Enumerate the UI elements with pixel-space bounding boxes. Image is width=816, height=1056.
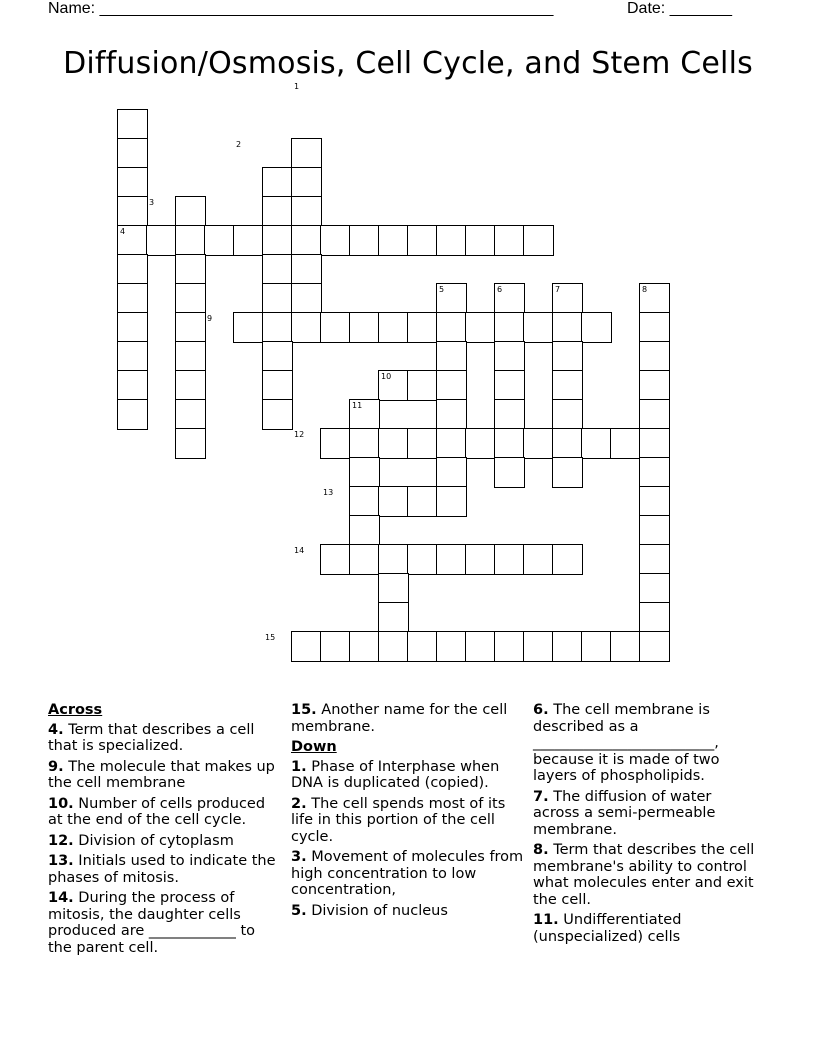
crossword-cell[interactable]: [320, 312, 351, 343]
down-clue-7: 7. The diffusion of water across a semi-permeable membrane.: [533, 788, 716, 838]
crossword-cell[interactable]: [465, 631, 496, 662]
clue-number-2: 2: [236, 140, 242, 149]
crossword-cell[interactable]: [552, 457, 583, 488]
crossword-cell[interactable]: [117, 399, 148, 430]
crossword-cell[interactable]: [378, 312, 409, 343]
crossword-cell[interactable]: [523, 631, 554, 662]
crossword-cell[interactable]: [494, 399, 525, 430]
crossword-cell[interactable]: [552, 428, 583, 459]
crossword-cell[interactable]: [291, 138, 322, 169]
crossword-cell[interactable]: [175, 399, 206, 430]
crossword-cell[interactable]: [581, 428, 612, 459]
crossword-cell[interactable]: [378, 225, 409, 256]
clue-number-14: 14: [294, 546, 305, 555]
crossword-cell[interactable]: [610, 428, 641, 459]
crossword-cell[interactable]: [494, 225, 525, 256]
crossword-cell[interactable]: [117, 109, 148, 140]
crossword-cell[interactable]: [175, 312, 206, 343]
crossword-cell[interactable]: [465, 544, 496, 575]
across-clue-4: 4. Term that describes a cell that is specialized.: [48, 721, 255, 754]
crossword-cell[interactable]: [552, 544, 583, 575]
crossword-cell[interactable]: [233, 312, 264, 343]
down-clue-5: 5. Division of nucleus: [291, 902, 448, 919]
crossword-cell[interactable]: [494, 341, 525, 372]
crossword-cell[interactable]: [117, 167, 148, 198]
clue-number-15: 15: [265, 633, 276, 642]
across-clue-15: 15. Another name for the cell membrane.: [291, 702, 508, 735]
crossword-cell[interactable]: [117, 341, 148, 372]
crossword-cell[interactable]: [175, 370, 206, 401]
crossword-cell[interactable]: [175, 341, 206, 372]
crossword-cell[interactable]: [407, 486, 438, 517]
crossword-cell[interactable]: [291, 196, 322, 227]
across-clue-10: 10. Number of cells produced at the end of the cell cycle.: [48, 795, 266, 828]
down-clue-11: 11. Undifferentiated (unspecialized) cells: [533, 912, 682, 945]
crossword-cell[interactable]: [407, 428, 438, 459]
crossword-cell[interactable]: [117, 312, 148, 343]
crossword-cell[interactable]: [378, 428, 409, 459]
crossword-cell[interactable]: [262, 196, 293, 227]
crossword-cell[interactable]: [523, 312, 554, 343]
crossword-cell[interactable]: [552, 312, 583, 343]
crossword-cell[interactable]: [639, 544, 670, 575]
down-clue-1: 1. Phase of Interphase when DNA is duplicated (copied).: [291, 758, 500, 791]
clue-number-11: 11: [352, 401, 363, 410]
crossword-cell[interactable]: [175, 428, 206, 459]
crossword-cell[interactable]: [204, 225, 235, 256]
crossword-cell[interactable]: [552, 370, 583, 401]
crossword-cell[interactable]: [639, 602, 670, 633]
crossword-cell[interactable]: [436, 225, 467, 256]
crossword-cell[interactable]: [349, 225, 380, 256]
clue-number-1: 1: [294, 82, 300, 91]
crossword-cell[interactable]: [117, 196, 148, 227]
crossword-cell[interactable]: [639, 457, 670, 488]
clue-number-6: 6: [497, 285, 503, 294]
date-field-label: Date: _______: [627, 0, 732, 17]
across-clue-14: 14. During the process of mitosis, the daughter cells produced are ____________ to the parent cell.: [48, 890, 256, 956]
crossword-cell[interactable]: [291, 283, 322, 314]
clue-number-12: 12: [294, 430, 305, 439]
clue-number-4: 4: [120, 227, 126, 236]
across-heading: Across: [48, 702, 103, 718]
crossword-cell[interactable]: [320, 631, 351, 662]
crossword-cell[interactable]: [349, 544, 380, 575]
crossword-cell[interactable]: [639, 428, 670, 459]
crossword-cell[interactable]: [349, 631, 380, 662]
crossword-cell[interactable]: [552, 341, 583, 372]
crossword-cell[interactable]: [175, 225, 206, 256]
crossword-cell[interactable]: [436, 486, 467, 517]
crossword-cell[interactable]: [291, 312, 322, 343]
crossword-cell[interactable]: [639, 486, 670, 517]
crossword-cell[interactable]: [291, 225, 322, 256]
crossword-cell[interactable]: [465, 428, 496, 459]
down-heading: Down: [291, 739, 337, 755]
crossword-cell[interactable]: [639, 370, 670, 401]
crossword-cell[interactable]: [552, 399, 583, 430]
crossword-cell[interactable]: [436, 457, 467, 488]
crossword-cell[interactable]: [407, 370, 438, 401]
crossword-cell[interactable]: [407, 225, 438, 256]
crossword-cell[interactable]: [436, 399, 467, 430]
crossword-cell[interactable]: [175, 283, 206, 314]
crossword-cell[interactable]: [262, 167, 293, 198]
crossword-cell[interactable]: [407, 544, 438, 575]
down-clue-3: 3. Movement of molecules from high concentration to low concentration,: [291, 849, 524, 898]
crossword-cell[interactable]: [262, 399, 293, 430]
crossword-cell[interactable]: [436, 631, 467, 662]
crossword-cell[interactable]: [494, 544, 525, 575]
crossword-cell[interactable]: [378, 631, 409, 662]
crossword-cell[interactable]: [523, 225, 554, 256]
crossword-cell[interactable]: [175, 196, 206, 227]
crossword-cell[interactable]: [639, 399, 670, 430]
crossword-cell[interactable]: [436, 544, 467, 575]
crossword-cell[interactable]: [378, 573, 409, 604]
crossword-cell[interactable]: [320, 428, 351, 459]
crossword-cell[interactable]: [262, 283, 293, 314]
crossword-cell[interactable]: [436, 341, 467, 372]
crossword-cell[interactable]: [407, 312, 438, 343]
crossword-cell[interactable]: [117, 283, 148, 314]
crossword-cell[interactable]: [639, 631, 670, 662]
crossword-cell[interactable]: [175, 254, 206, 285]
down-clue-8: 8. Term that describes the cell membrane's ability to control what molecules enter and exit the cell.: [533, 842, 755, 908]
clue-column-3: [533, 702, 761, 949]
down-clue-6: 6. The cell membrane is described as a _________________________, because it is made of two layers of phospholipids.: [533, 702, 720, 784]
crossword-cell[interactable]: [233, 225, 264, 256]
crossword-cell[interactable]: [117, 138, 148, 169]
crossword-cell[interactable]: [262, 254, 293, 285]
crossword-cell[interactable]: [436, 370, 467, 401]
crossword-cell[interactable]: [262, 341, 293, 372]
crossword-cell[interactable]: [494, 457, 525, 488]
crossword-cell[interactable]: [349, 486, 380, 517]
crossword-cell[interactable]: [349, 515, 380, 546]
crossword-cell[interactable]: [262, 225, 293, 256]
crossword-cell[interactable]: [262, 312, 293, 343]
crossword-cell[interactable]: [465, 312, 496, 343]
crossword-cell[interactable]: [436, 312, 467, 343]
crossword-cell[interactable]: [494, 428, 525, 459]
crossword-cell[interactable]: [378, 544, 409, 575]
crossword-cell[interactable]: [494, 370, 525, 401]
crossword-cell[interactable]: [146, 225, 177, 256]
crossword-cell[interactable]: [320, 544, 351, 575]
clue-column-2: [291, 702, 526, 923]
crossword-cell[interactable]: [349, 457, 380, 488]
crossword-cell[interactable]: [523, 428, 554, 459]
crossword-cell[interactable]: [523, 544, 554, 575]
clue-number-10: 10: [381, 372, 392, 381]
crossword-cell[interactable]: [262, 370, 293, 401]
crossword-cell[interactable]: [320, 225, 351, 256]
crossword-cell[interactable]: [291, 254, 322, 285]
clue-number-8: 8: [642, 285, 648, 294]
page-title: Diffusion/Osmosis, Cell Cycle, and Stem Cells: [63, 46, 753, 81]
crossword-cell[interactable]: [494, 312, 525, 343]
clue-number-13: 13: [323, 488, 334, 497]
crossword-cell[interactable]: [117, 254, 148, 285]
across-clue-12: 12. Division of cytoplasm: [48, 832, 234, 849]
crossword-cell[interactable]: [581, 312, 612, 343]
crossword-cell[interactable]: [465, 225, 496, 256]
clue-number-3: 3: [149, 198, 155, 207]
crossword-cell[interactable]: [639, 573, 670, 604]
across-clue-9: 9. The molecule that makes up the cell membrane: [48, 758, 275, 791]
crossword-cell[interactable]: [407, 631, 438, 662]
crossword-cell[interactable]: [581, 631, 612, 662]
crossword-cell[interactable]: [349, 428, 380, 459]
crossword-cell[interactable]: [378, 602, 409, 633]
clue-number-7: 7: [555, 285, 561, 294]
crossword-cell[interactable]: [291, 631, 322, 662]
crossword-cell[interactable]: [552, 631, 583, 662]
crossword-cell[interactable]: [639, 515, 670, 546]
crossword-cell[interactable]: [436, 428, 467, 459]
across-clue-13: 13. Initials used to indicate the phases of mitosis.: [48, 853, 276, 886]
clue-number-9: 9: [207, 314, 213, 323]
clue-number-5: 5: [439, 285, 445, 294]
clue-column-1: [48, 702, 280, 960]
crossword-cell[interactable]: [349, 312, 380, 343]
name-field-label: Name: ___________________________________________________: [48, 0, 554, 17]
crossword-cell[interactable]: [610, 631, 641, 662]
crossword-cell[interactable]: [639, 341, 670, 372]
crossword-cell[interactable]: [378, 486, 409, 517]
crossword-cell[interactable]: [494, 631, 525, 662]
crossword-cell[interactable]: [291, 167, 322, 198]
crossword-cell[interactable]: [117, 370, 148, 401]
down-clue-2: 2. The cell spends most of its life in this portion of the cell cycle.: [291, 795, 506, 845]
crossword-cell[interactable]: [639, 312, 670, 343]
